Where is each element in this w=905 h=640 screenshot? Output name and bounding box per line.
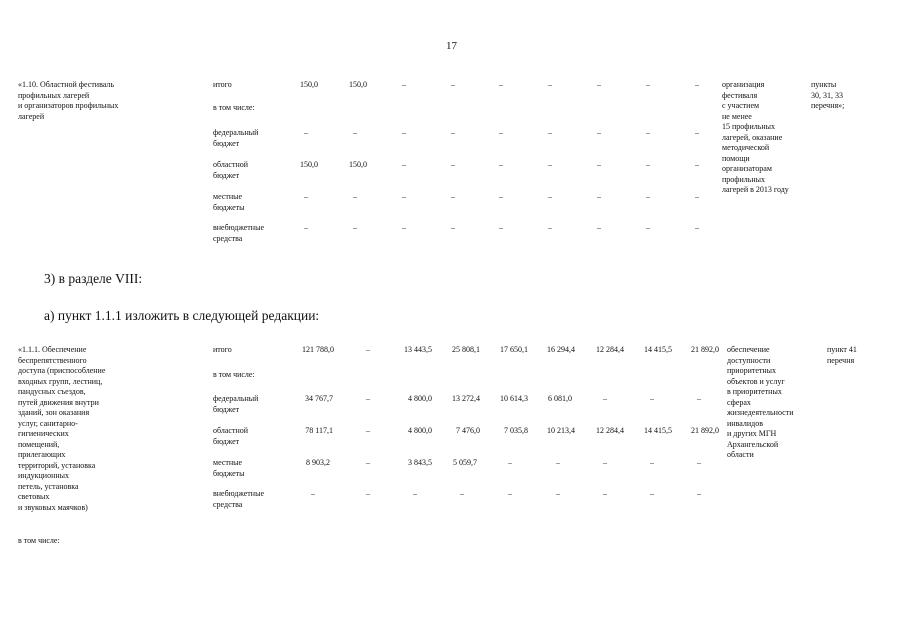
row-title-line: помещений, [18, 439, 60, 449]
funding-label: федеральный [213, 128, 259, 137]
amount-cell: – [695, 192, 699, 201]
expected-result-line: профильных [722, 174, 766, 184]
amount-cell: – [402, 192, 406, 201]
row-title-line: «1.10. Областной фестиваль [18, 80, 114, 89]
expected-result-line: обеспечение [727, 345, 770, 354]
amount-cell: 8 903,2 [306, 458, 330, 467]
amount-cell: 14 415,5 [644, 345, 672, 354]
amount-cell: – [508, 458, 512, 467]
amount-cell: – [402, 160, 406, 169]
amount-cell: – [402, 128, 406, 137]
expected-result-line: фестиваля [722, 90, 758, 100]
expected-result-line: и других МГН [727, 429, 777, 438]
funding-label: итого [213, 345, 232, 354]
footer-note: в том числе: [18, 536, 60, 545]
amount-cell: – [499, 80, 503, 89]
amount-cell: – [697, 458, 701, 467]
amount-cell: 150,0 [349, 80, 367, 89]
funding-label: внебюджетные [213, 489, 264, 498]
amount-cell: – [451, 223, 455, 232]
funding-label: местные [213, 458, 243, 467]
amount-cell: – [597, 80, 601, 89]
amount-cell: 12 284,4 [596, 345, 624, 354]
amount-cell: 4 800,0 [408, 394, 432, 403]
amount-cell: – [366, 458, 370, 467]
amount-cell: – [311, 489, 315, 498]
amount-cell: – [366, 394, 370, 403]
amount-cell: – [499, 223, 503, 232]
reference-line: перечня [827, 355, 855, 365]
amount-cell: – [304, 192, 308, 201]
amount-cell: 14 415,5 [644, 426, 672, 435]
funding-label: итого [213, 80, 232, 89]
amount-cell: – [499, 192, 503, 201]
expected-result-line: не менее [722, 111, 752, 121]
funding-label: федеральный [213, 394, 259, 403]
amount-cell: – [646, 223, 650, 232]
funding-label: местные [213, 192, 243, 201]
expected-result-line: приоритетных [727, 366, 777, 375]
amount-cell: 121 788,0 [302, 345, 334, 354]
row-title-line: входных групп, лестниц, [18, 376, 103, 386]
amount-cell: 4 800,0 [408, 426, 432, 435]
amount-cell: – [451, 80, 455, 89]
amount-cell: – [366, 345, 370, 354]
amount-cell: – [603, 394, 607, 403]
amount-cell: – [548, 192, 552, 201]
row-title-line: услуг, санитарно- [18, 418, 78, 428]
amount-cell: – [402, 80, 406, 89]
amount-cell: – [460, 489, 464, 498]
amount-cell: 150,0 [349, 160, 367, 169]
amount-cell: – [451, 160, 455, 169]
expected-result-line: инвалидов [727, 418, 763, 428]
reference-line: пункт 41 [827, 345, 857, 354]
row-title-line: зданий, зон оказания [18, 408, 90, 417]
row-title-line: петель, установка [18, 481, 79, 491]
amount-cell: – [556, 458, 560, 467]
amount-cell: – [597, 160, 601, 169]
funding-label: в том числе: [213, 103, 255, 112]
row-title-line: световых [18, 492, 50, 501]
amount-cell: 150,0 [300, 160, 318, 169]
expected-result-line: 15 профильных [722, 122, 776, 131]
amount-cell: 6 081,0 [548, 394, 572, 403]
amount-cell: – [402, 223, 406, 232]
funding-label: средства [213, 233, 243, 243]
amount-cell: – [697, 394, 701, 403]
row-title-line: и организаторов профильных [18, 101, 119, 110]
amount-cell: – [366, 426, 370, 435]
amount-cell: – [695, 80, 699, 89]
amount-cell: – [650, 394, 654, 403]
amount-cell: 16 294,4 [547, 345, 575, 354]
amount-cell: – [650, 458, 654, 467]
amount-cell: – [697, 489, 701, 498]
row-title-line: путей движения внутри [18, 397, 99, 407]
amount-cell: – [353, 223, 357, 232]
row-title-line: индукционных [18, 471, 70, 480]
amount-cell: 7 476,0 [456, 426, 480, 435]
funding-label: бюджет [213, 436, 240, 446]
amount-cell: – [646, 128, 650, 137]
amount-cell: 5 059,7 [453, 458, 477, 467]
row-title-line: «1.1.1. Обеспечение [18, 345, 87, 354]
page-number: 17 [446, 40, 457, 52]
expected-result-line: организация [722, 80, 765, 89]
expected-result-line: лагерей в 2013 году [722, 185, 789, 194]
funding-label: бюджет [213, 170, 240, 180]
funding-label: бюджеты [213, 202, 245, 212]
amount-cell: 10 213,4 [547, 426, 575, 435]
funding-label: в том числе: [213, 370, 255, 379]
reference-line: перечня»; [811, 101, 845, 110]
expected-result-line: объектов и услуг [727, 376, 785, 386]
expected-result-line: сферах [727, 397, 751, 407]
amount-cell: – [366, 489, 370, 498]
row-title-line: и звуковых маячков) [18, 502, 88, 512]
amount-cell: – [548, 223, 552, 232]
funding-label: бюджеты [213, 468, 245, 478]
row-title-line: доступа (приспособление [18, 366, 106, 375]
reference-line: 30, 31, 33 [811, 90, 843, 100]
amount-cell: 17 650,1 [500, 345, 528, 354]
expected-result-line: лагерей, оказание [722, 132, 783, 142]
section-heading: 3) в разделе VIII: [44, 271, 143, 286]
amount-cell: – [603, 489, 607, 498]
amount-cell: – [603, 458, 607, 467]
amount-cell: – [646, 192, 650, 201]
reference-line: пункты [811, 80, 837, 89]
expected-result-line: помощи [722, 153, 750, 163]
amount-cell: 25 808,1 [452, 345, 480, 354]
row-title-line: территорий, установка [18, 460, 96, 470]
amount-cell: – [304, 128, 308, 137]
row-title-line: пандусных съездов, [18, 387, 86, 396]
expected-result-line: Архангельской [727, 439, 779, 449]
amount-cell: 12 284,4 [596, 426, 624, 435]
expected-result-line: доступности [727, 355, 771, 365]
row-title-line: прилегающих [18, 450, 66, 459]
amount-cell: – [597, 192, 601, 201]
amount-cell: – [451, 128, 455, 137]
expected-result-line: области [727, 450, 754, 459]
amount-cell: 34 767,7 [305, 394, 333, 403]
funding-label: областной [213, 426, 249, 435]
amount-cell: 78 117,1 [305, 426, 333, 435]
row-title-line: лагерей [18, 111, 45, 121]
amount-cell: 10 614,3 [500, 394, 528, 403]
amount-cell: – [304, 223, 308, 232]
amount-cell: – [353, 128, 357, 137]
amount-cell: – [499, 128, 503, 137]
paragraph-heading: а) пункт 1.1.1 изложить в следующей редакции: [44, 308, 320, 323]
amount-cell: – [353, 192, 357, 201]
amount-cell: – [499, 160, 503, 169]
row-title-line: беспрепятственного [18, 355, 87, 365]
amount-cell: 21 892,0 [691, 345, 719, 354]
amount-cell: – [695, 128, 699, 137]
funding-label: областной [213, 160, 249, 169]
amount-cell: 7 035,8 [504, 426, 528, 435]
funding-label: внебюджетные [213, 223, 264, 232]
amount-cell: – [597, 223, 601, 232]
amount-cell: 150,0 [300, 80, 318, 89]
amount-cell: 13 443,5 [404, 345, 432, 354]
funding-label: средства [213, 499, 243, 509]
amount-cell: – [508, 489, 512, 498]
amount-cell: – [650, 489, 654, 498]
amount-cell: – [548, 80, 552, 89]
amount-cell: – [695, 223, 699, 232]
expected-result-line: жизнедеятельности [727, 408, 794, 417]
amount-cell: – [413, 489, 417, 498]
expected-result-line: с участием [722, 101, 760, 110]
amount-cell: 21 892,0 [691, 426, 719, 435]
funding-label: бюджет [213, 404, 240, 414]
row-title-line: гигиенических [18, 429, 69, 438]
amount-cell: – [646, 160, 650, 169]
amount-cell: – [695, 160, 699, 169]
amount-cell: – [646, 80, 650, 89]
expected-result-line: организаторам [722, 164, 772, 173]
expected-result-line: в приоритетных [727, 387, 782, 396]
amount-cell: – [451, 192, 455, 201]
amount-cell: 3 843,5 [408, 458, 432, 467]
amount-cell: – [556, 489, 560, 498]
expected-result-line: методической [722, 143, 770, 152]
amount-cell: – [548, 160, 552, 169]
amount-cell: – [597, 128, 601, 137]
amount-cell: 13 272,4 [452, 394, 480, 403]
row-title-line: профильных лагерей [18, 90, 90, 100]
amount-cell: – [548, 128, 552, 137]
funding-label: бюджет [213, 138, 240, 148]
